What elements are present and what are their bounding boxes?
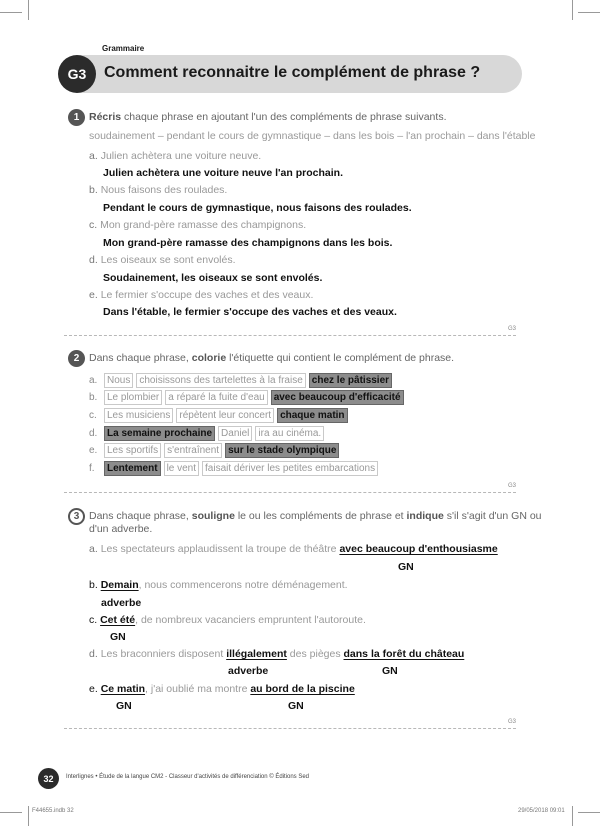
crop-mark (28, 806, 29, 826)
label-row: c. Les musiciens répètent leur concert chaque matin (89, 407, 348, 423)
section-label: Grammaire (102, 44, 145, 53)
label-tag: choisissons des tartelettes à la fraise (136, 373, 305, 388)
nature-answer: GN (398, 561, 414, 573)
word-bank: soudainement – pendant le cours de gymnastique – dans les bois – l'an prochain – dans l'étable (89, 130, 536, 142)
divider (64, 728, 516, 729)
divider (64, 335, 516, 336)
label-tag: répètent leur concert (176, 408, 274, 423)
page-number: 32 (38, 768, 59, 789)
label-tag: a réparé la fuite d'eau (165, 390, 267, 405)
exercise-instruction: Dans chaque phrase, souligne le ou les compléments de phrase et indique s'il s'agit d'un GN ou (89, 510, 542, 522)
label-tag-colored: avec beaucoup d'efficacité (271, 390, 404, 405)
nature-answer: adverbe (101, 597, 142, 609)
answer-line: Julien achètera une voiture neuve l'an prochain. (103, 167, 343, 179)
nature-answer: GN (288, 700, 304, 712)
question-line: d. Les oiseaux se sont envolés. (89, 254, 236, 266)
chapter-code-badge: G3 (58, 55, 96, 93)
nature-answer: adverbe (228, 665, 269, 677)
label-tag-colored: La semaine prochaine (104, 426, 215, 441)
exercise-code: G3 (508, 719, 517, 725)
answer-line: Soudainement, les oiseaux se sont envolés. (103, 272, 323, 284)
file-slug: F44655.indb 32 (32, 808, 74, 814)
nature-answer: GN (116, 700, 132, 712)
exercise-number-badge: 2 (68, 350, 85, 367)
question-line: a. Julien achètera une voiture neuve. (89, 150, 262, 162)
label-tag: Daniel (218, 426, 252, 441)
print-date: 29/05/2018 09:01 (518, 808, 565, 814)
label-tag: ira au cinéma. (255, 426, 324, 441)
label-tag-colored: chaque matin (277, 408, 347, 423)
label-tag: Le plombier (104, 390, 162, 405)
nature-answer: GN (110, 631, 126, 643)
crop-mark (28, 0, 29, 20)
answer-line: Dans l'étable, le fermier s'occupe des vaches et des veaux. (103, 306, 397, 318)
answer-line: Pendant le cours de gymnastique, nous faisons des roulades. (103, 202, 412, 214)
crop-mark (0, 812, 22, 813)
exercise-instruction-line2: d'un adverbe. (89, 523, 153, 535)
divider (64, 492, 516, 493)
crop-mark (578, 812, 600, 813)
exercise-number-badge: 3 (68, 508, 85, 525)
label-row: e. Les sportifs s'entraînent sur le stade olympique (89, 442, 339, 458)
crop-mark (578, 12, 600, 13)
exercise-number-badge: 1 (68, 109, 85, 126)
exercise-code: G3 (508, 326, 517, 332)
sentence-c: c. Cet été, de nombreux vacanciers empruntent l'autoroute. (89, 614, 366, 626)
label-tag: faisait dériver les petites embarcations (202, 461, 378, 476)
crop-mark (572, 806, 573, 826)
label-row: f. Lentement le vent faisait dériver les petites embarcations (89, 460, 378, 476)
label-tag: Les sportifs (104, 443, 161, 458)
exercise-instruction: Récris chaque phrase en ajoutant l'un des compléments de phrase suivants. (89, 111, 447, 123)
question-line: c. Mon grand-père ramasse des champignons. (89, 219, 307, 231)
nature-answer: GN (382, 665, 398, 677)
label-tag: s'entraînent (164, 443, 222, 458)
label-tag-colored: chez le pâtissier (309, 373, 392, 388)
question-line: b. Nous faisons des roulades. (89, 184, 228, 196)
label-tag-colored: sur le stade olympique (225, 443, 339, 458)
label-row: a. Nous choisissons des tartelettes à la fraise chez le pâtissier (89, 372, 392, 388)
sentence-b: b. Demain, nous commencerons notre déménagement. (89, 579, 348, 591)
sentence-a: a. Les spectateurs applaudissent la troupe de théâtre avec beaucoup d'enthousiasme (89, 543, 498, 555)
label-tag: le vent (164, 461, 199, 476)
answer-line: Mon grand-père ramasse des champignons dans les bois. (103, 237, 393, 249)
label-tag: Les musiciens (104, 408, 173, 423)
sentence-e: e. Ce matin, j'ai oublié ma montre au bord de la piscine (89, 683, 355, 695)
label-row: d. La semaine prochaine Daniel ira au cinéma. (89, 425, 324, 441)
crop-mark (0, 12, 22, 13)
page-title: Comment reconnaitre le complément de phrase ? (104, 64, 481, 81)
crop-mark (572, 0, 573, 20)
label-row: b. Le plombier a réparé la fuite d'eau avec beaucoup d'efficacité (89, 389, 404, 405)
label-tag: Nous (104, 373, 133, 388)
footer-credit: Interlignes • Étude de la langue CM2 - Classeur d'activités de différenciation © Éditions Sed (66, 774, 310, 780)
exercise-code: G3 (508, 483, 517, 489)
exercise-instruction: Dans chaque phrase, colorie l'étiquette qui contient le complément de phrase. (89, 352, 455, 364)
sentence-d: d. Les braconniers disposent illégalement des pièges dans la forêt du château (89, 648, 465, 660)
question-line: e. Le fermier s'occupe des vaches et des veaux. (89, 289, 314, 301)
label-tag-colored: Lentement (104, 461, 161, 476)
